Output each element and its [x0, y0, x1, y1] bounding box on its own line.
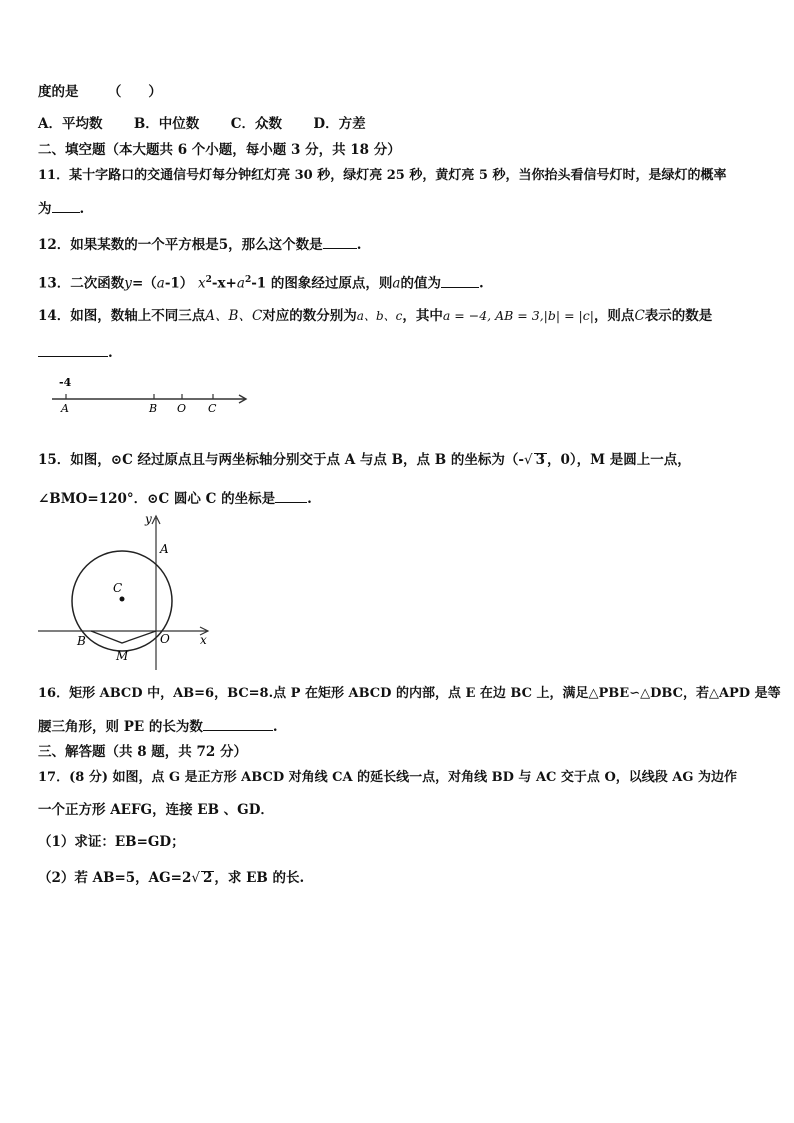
q13-a-var: a — [392, 275, 401, 292]
q13-eq1: =（ — [131, 275, 157, 292]
q14 — [38, 308, 712, 324]
point-label-a: A — [160, 542, 169, 556]
q14-points: A、B、C — [205, 308, 263, 324]
q14-condition: a = −4, AB = 3,|b| = |c| — [442, 308, 594, 323]
q13-a1: a — [156, 275, 165, 292]
q13-end: . — [478, 275, 484, 292]
q14-answer-line — [38, 344, 113, 361]
answer-blank — [203, 718, 273, 731]
axis-label-y: y — [145, 512, 152, 526]
q14-end: . — [108, 345, 113, 361]
q17-line1: 17．(8 分) 如图，点 G 是正方形 ABCD 对角线 CA 的延长线一点，对角线 BD 与 AC 交于点 O，以线段 AG 为边作 — [38, 770, 738, 785]
q13-prefix: 13．二次函数 — [38, 275, 125, 292]
answer-blank — [52, 200, 80, 213]
point-label-b: B — [149, 402, 158, 415]
q17-line2: 一个正方形 AEFG，连接 EB 、GD． — [38, 802, 274, 818]
q10-options — [38, 116, 366, 132]
q12 — [38, 236, 361, 253]
q14-comma: ，其中 — [402, 308, 443, 324]
q16-line2-prefix: 腰三角形，则 PE 的长为数 — [38, 719, 203, 735]
q15-line2-prefix: ∠BMO=120°．⊙C 圆心 C 的坐标是 — [38, 491, 276, 507]
q10-tail-text: 度的是 — [38, 84, 79, 100]
q17-part2-suffix: ，求 EB 的长. — [214, 870, 305, 886]
q10-answer-paren: （ ） — [107, 84, 162, 100]
point-label-m: M — [116, 649, 129, 663]
q16-line1: 16．矩形 ABCD 中，AB=6，BC=8.点 P 在矩形 ABCD 的内部，点 E 在边 BC 上，满足△PBE∽△DBC，若△APD 是等 — [38, 686, 781, 701]
point-label-o: O — [160, 632, 170, 646]
answer-blank — [275, 490, 307, 503]
q13-tail: -1 的图象经过原点，则 — [251, 275, 393, 292]
point-label-a: A — [61, 402, 69, 415]
q13-func-y: y — [124, 275, 132, 292]
point-label-b: B — [77, 634, 86, 648]
q11-line2 — [38, 200, 84, 217]
q15-line2 — [38, 490, 312, 507]
option-d: D．方差 — [313, 116, 366, 132]
circle-figure — [36, 510, 216, 676]
point-label-c: C — [208, 402, 217, 415]
point-label-c: C — [113, 581, 123, 595]
q17-part1: （1）求证：EB=GD； — [38, 834, 185, 850]
q17-part2 — [38, 870, 304, 886]
q12-suffix: . — [356, 237, 362, 253]
q13-x: x — [198, 275, 206, 292]
q17-sqrt-arg: 2 — [203, 870, 213, 886]
q11-suffix: . — [79, 201, 85, 217]
q13-minus1: -1） — [164, 275, 194, 292]
q13-exp: 2 — [205, 275, 212, 285]
option-c: C．众数 — [230, 116, 282, 132]
q14-prefix: 14．如图，数轴上不同三点 — [38, 308, 206, 324]
q14-after: ，则点 — [593, 308, 635, 324]
q13-a2: a — [236, 275, 245, 292]
section2-title: 二、填空题（本大题共 6 个小题，每小题 3 分，共 18 分） — [38, 142, 401, 158]
q12-text: 12．如果某数的一个平方根是5，那么这个数是 — [38, 237, 323, 253]
axis-label-x: x — [200, 633, 207, 647]
point-label-o: O — [177, 402, 187, 415]
q14-c-var: C — [634, 308, 645, 324]
tick-value-label: -4 — [59, 376, 72, 389]
answer-blank — [38, 344, 108, 357]
center-point — [120, 597, 125, 602]
q11-prefix: 为 — [38, 201, 52, 217]
q13-exp-b: 2 — [244, 275, 252, 285]
q15-line1-suffix: ，0），M 是圆上一点， — [546, 452, 691, 468]
answer-blank — [323, 236, 357, 249]
q13-suffix-text: 的值为 — [400, 275, 441, 292]
q16-line2 — [38, 718, 278, 735]
sqrt-sign-icon: √ — [191, 870, 201, 886]
q15-sqrt-arg: 3 — [535, 452, 545, 468]
q10-tail — [38, 84, 162, 100]
number-line-figure — [40, 374, 260, 418]
q15-line1 — [38, 452, 691, 468]
q16-line2-suffix: . — [272, 719, 278, 735]
section3-title: 三、解答题（共 8 题，共 72 分） — [38, 744, 247, 760]
answer-blank — [441, 275, 479, 288]
q13-mid: -x+ — [211, 275, 237, 292]
segments-bm-mo — [91, 631, 156, 643]
option-b: B．中位数 — [133, 116, 200, 132]
q15-line2-suffix: . — [307, 491, 312, 507]
q15-line1-prefix: 15．如图，⊙C 经过原点且与两坐标轴分别交于点 A 与点 B，点 B 的坐标为（- — [38, 452, 524, 468]
q14-middle: 对应的数分别为 — [262, 308, 357, 324]
q14-end-text: 表示的数是 — [644, 308, 713, 324]
q13 — [38, 272, 484, 292]
q14-vars: a、b、c — [356, 309, 403, 323]
option-a: A．平均数 — [38, 116, 103, 132]
q11-line1: 11．某十字路口的交通信号灯每分钟红灯亮 30 秒，绿灯亮 25 秒，黄灯亮 5 秒，当你抬头看信号灯时，是绿灯的概率 — [38, 168, 727, 183]
sqrt-sign-icon: √ — [523, 452, 533, 468]
q17-part2-prefix: （2）若 AB=5，AG=2 — [38, 870, 192, 886]
